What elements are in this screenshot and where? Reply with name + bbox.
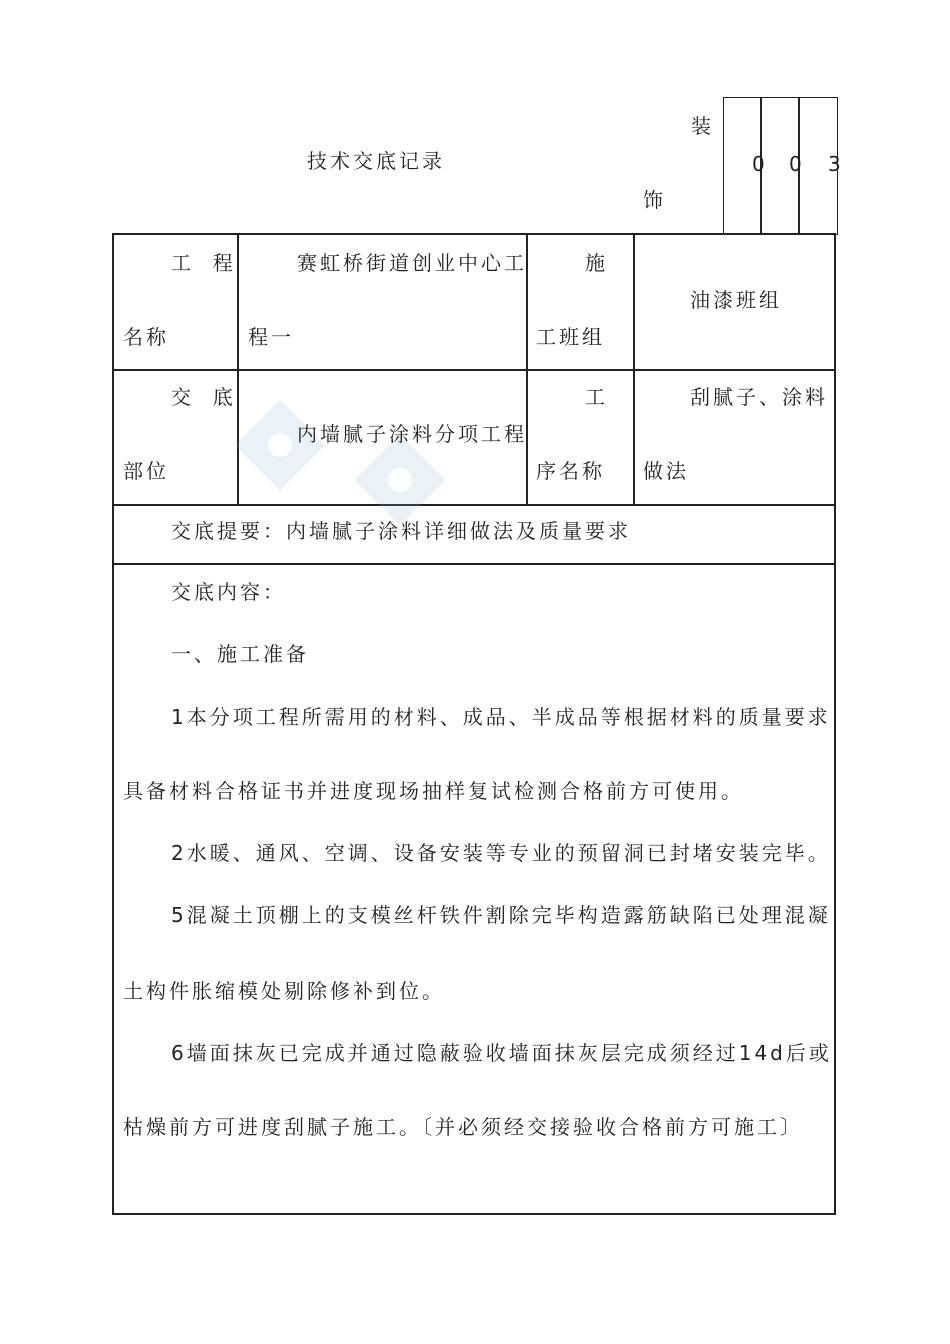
team-label-1: 施 — [585, 251, 608, 275]
category-char-2: 饰 — [643, 188, 666, 212]
process-value-1: 刮腻子、涂料 — [690, 385, 828, 409]
paragraph-line: 具备材料合格证书并进度现场抽样复试检测合格前方可使用。 — [123, 779, 744, 803]
process-value-2: 做法 — [643, 459, 689, 483]
category-char-1: 装 — [691, 114, 714, 138]
part-label-1: 交 底 — [171, 385, 236, 409]
paragraph-line: 6墙面抹灰已完成并通过隐蔽验收墙面抹灰层完成须经过14d后或 — [171, 1041, 832, 1065]
code-digit: 0 — [789, 152, 802, 176]
code-digit: 3 — [828, 152, 841, 176]
project-name-value-1: 赛虹桥街道创业中心工 — [297, 251, 527, 275]
table-row-divider — [112, 369, 836, 371]
process-label-2: 序名称 — [536, 459, 605, 483]
code-digit: 0 — [752, 152, 765, 176]
table-row-divider — [112, 563, 836, 565]
part-value: 内墙腻子涂料分项工程 — [297, 422, 527, 446]
summary-text: 交底提要：内墙腻子涂料详细做法及质量要求 — [171, 519, 631, 543]
process-label-1: 工 — [585, 385, 608, 409]
document-title: 技术交底记录 — [307, 149, 445, 173]
watermark-logo — [215, 395, 475, 530]
section-heading: 一、施工准备 — [171, 642, 309, 666]
paragraph-line: 1本分项工程所需用的材料、成品、半成品等根据材料的质量要求 — [171, 705, 831, 729]
paragraph-line: 5混凝土顶棚上的支模丝杆铁件割除完毕构造露筋缺陷已处理混凝 — [171, 903, 831, 927]
paragraph-line: 土构件胀缩模处剔除修补到位。 — [123, 979, 445, 1003]
project-name-label-2: 名称 — [123, 325, 169, 349]
project-name-value-2: 程一 — [248, 325, 294, 349]
content-heading: 交底内容： — [171, 580, 286, 604]
project-name-label-1: 工 程 — [171, 251, 236, 275]
team-label-2: 工班组 — [536, 325, 605, 349]
paragraph-line: 2水暖、通风、空调、设备安装等专业的预留洞已封堵安装完毕。 — [171, 841, 831, 865]
paragraph-line: 枯燥前方可进度刮腻子施工。〔并必须经交接验收合格前方可施工〕 — [123, 1115, 803, 1139]
table-col-divider — [633, 233, 635, 504]
document-code-box — [723, 97, 838, 235]
team-value: 油漆班组 — [690, 288, 782, 312]
part-label-2: 部位 — [123, 459, 169, 483]
